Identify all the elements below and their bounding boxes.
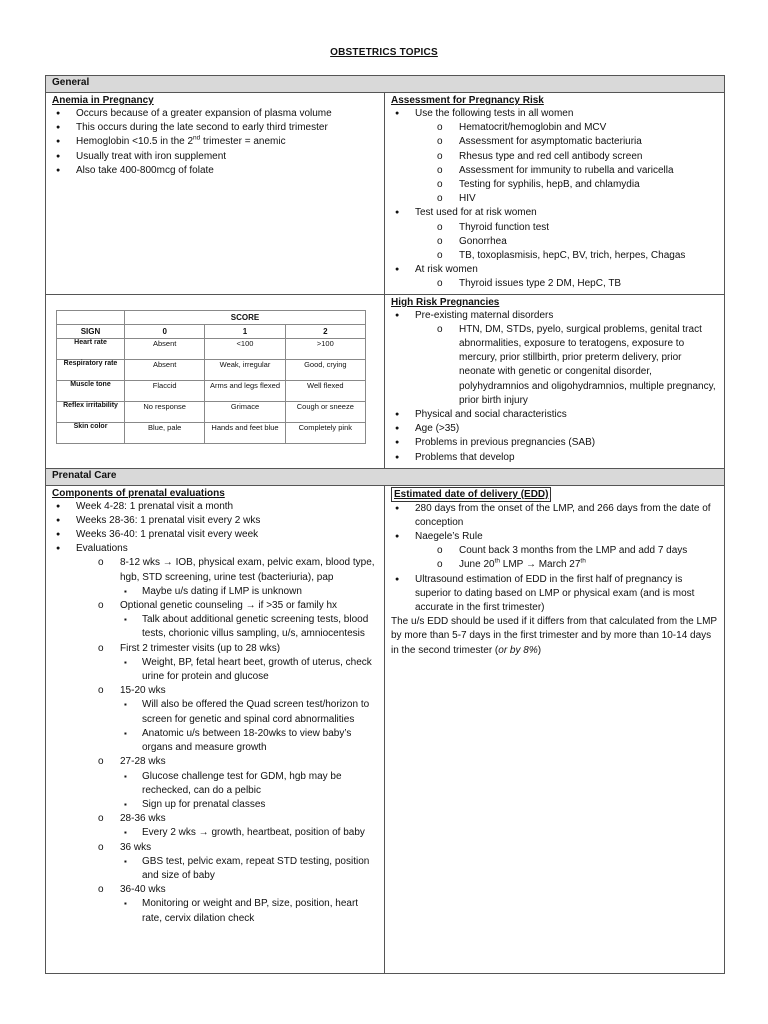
list-item <box>52 841 378 884</box>
visits-list <box>52 500 378 926</box>
eval-label: 28-36 wks <box>120 813 166 825</box>
list-item: ● Occurs because of a greater expansion of plasma volume <box>52 107 378 121</box>
apgar-value: Good, crying <box>285 359 365 380</box>
apgar-value: >100 <box>285 338 365 359</box>
eval-sublist <box>120 897 378 925</box>
list-item <box>52 556 378 599</box>
edd-cell <box>385 485 725 973</box>
list-item <box>52 883 378 926</box>
table-row <box>57 338 366 359</box>
list-item: ● 280 days from the onset of the LMP, and 266 days from the date of conception <box>391 502 718 530</box>
apgar-sign-header: SIGN <box>57 324 125 338</box>
apgar-score-header: SCORE <box>125 310 366 324</box>
apgar-cell <box>46 294 385 468</box>
eval-label: Optional genetic counseling → if >35 or family hx <box>120 600 338 612</box>
apgar-blank-header <box>57 310 125 324</box>
apgar-value: Cough or sneeze <box>285 401 365 422</box>
eval-label: 15-20 wks <box>120 685 166 697</box>
eval-sublist <box>120 698 378 755</box>
apgar-value: Absent <box>125 338 205 359</box>
table-row <box>57 380 366 401</box>
apgar-sign: Skin color <box>57 422 125 443</box>
list-item <box>52 642 378 685</box>
list-item <box>391 263 718 291</box>
apgar-value: <100 <box>205 338 285 359</box>
list-item: o Thyroid function test <box>391 221 718 235</box>
high-risk-list <box>391 309 718 465</box>
table-row <box>57 359 366 380</box>
eval-sublist <box>120 770 378 813</box>
evaluations-label: Evaluations <box>76 543 128 555</box>
eval-sublist <box>120 826 378 840</box>
eval-sublist <box>120 585 378 599</box>
eval-label: 8-12 wks → IOB, physical exam, pelvic exam, blood type, hgb, STD screening, urine test (bacteriuria), pap <box>120 557 375 583</box>
apgar-value: Flaccid <box>125 380 205 401</box>
list-item: ▪ Will also be offered the Quad screen test/horizon to screen for genetic and spinal cord abnormalities <box>28 698 378 726</box>
apgar-sign: Heart rate <box>57 338 125 359</box>
eval-label: 27-28 wks <box>120 756 166 768</box>
list-item: ▪ Sign up for prenatal classes <box>28 798 378 812</box>
preexisting-label: Pre-existing maternal disorders <box>415 309 554 321</box>
apgar-col-header: 1 <box>205 324 285 338</box>
list-item <box>52 684 378 755</box>
list-item: o Thyroid issues type 2 DM, HepC, TB <box>391 277 718 291</box>
all-women-label: Use the following tests in all women <box>415 108 574 119</box>
apgar-col-header: 2 <box>285 324 365 338</box>
apgar-sign: Muscle tone <box>57 380 125 401</box>
at-risk-tests <box>415 221 718 264</box>
apgar-sign: Respiratory rate <box>57 359 125 380</box>
list-item: o Hematocrit/hemoglobin and MCV <box>391 121 718 135</box>
evaluations-list <box>76 556 378 925</box>
eval-label: 36 wks <box>120 841 152 853</box>
at-risk-tests-label: Test used for at risk women <box>415 207 537 219</box>
apgar-value: No response <box>125 401 205 422</box>
list-item <box>391 107 718 206</box>
list-item <box>391 530 718 573</box>
eval-label: 36-40 wks <box>120 884 166 896</box>
section-header-general: General <box>46 76 725 93</box>
apgar-value: Grimace <box>205 401 285 422</box>
list-item: o HIV <box>391 192 718 206</box>
at-risk-label: At risk women <box>415 264 478 276</box>
eval-sublist <box>120 613 378 641</box>
topics-table <box>45 75 725 974</box>
apgar-value: Blue, pale <box>125 422 205 443</box>
high-risk-heading: High Risk Pregnancies <box>391 296 500 308</box>
list-item: o Gonorrhea <box>391 235 718 249</box>
apgar-value: Weak, irregular <box>205 359 285 380</box>
anemia-heading: Anemia in Pregnancy <box>52 95 154 106</box>
table-row <box>57 401 366 422</box>
apgar-value: Completely pink <box>285 422 365 443</box>
list-item: o Assessment for asymptomatic bacteriuria <box>391 135 718 149</box>
naegele-sup-a: th <box>494 558 501 566</box>
naegele-example-a: June 20 <box>459 559 495 571</box>
list-item: ▪ Maybe u/s dating if LMP is unknown <box>28 585 378 599</box>
naegele-label: Naegele’s Rule <box>415 531 483 543</box>
list-item <box>52 599 378 642</box>
list-item: ● Usually treat with iron supplement <box>52 150 378 164</box>
list-item: ● Also take 400-800mcg of folate <box>52 164 378 178</box>
list-item: ● Problems that develop <box>391 451 718 465</box>
naegele-sup-b: th <box>580 558 586 566</box>
apgar-value: Arms and legs flexed <box>205 380 285 401</box>
list-item: ● Weeks 28-36: 1 prenatal visit every 2 wks <box>52 514 378 528</box>
components-cell <box>46 485 385 973</box>
list-item: ● Problems in previous pregnancies (SAB) <box>391 436 718 450</box>
list-item <box>391 558 718 572</box>
edd-note-main: The u/s EDD should be used if it differs from that calculated from the LMP by more than 5-7 days in the first trimester and by more than 10-14 days in the second trimester ( <box>391 616 717 656</box>
edd-note-italic: or by 8% <box>498 644 538 656</box>
eval-sublist <box>120 656 378 684</box>
preexisting-sublist <box>415 323 718 408</box>
list-item: ● Weeks 36-40: 1 prenatal visit every week <box>52 528 378 542</box>
at-risk-items <box>415 277 718 291</box>
components-heading: Components of prenatal evaluations <box>52 487 225 499</box>
list-item: o HTN, DM, STDs, pyelo, surgical problems, genital tract abnormalities, exposure to teratogens, exposure to mercury, prior stillbirth, prior preterm delivery, prior neonate with genetic or congenital disorder, polyhydramnios and oligohydramnios, multiple pregnancy, prior birth injury <box>391 323 718 408</box>
table-row <box>57 422 366 443</box>
apgar-col-header: 0 <box>125 324 205 338</box>
list-item: o Rhesus type and red cell antibody screen <box>391 150 718 164</box>
edd-list <box>391 502 718 616</box>
apgar-value: Absent <box>125 359 205 380</box>
edd-heading: Estimated date of delivery (EDD) <box>391 487 551 502</box>
list-item: o TB, toxoplasmisis, hepC, BV, trich, herpes, Chagas <box>391 249 718 263</box>
list-item: ▪ Every 2 wks → growth, heartbeat, position of baby <box>28 826 378 840</box>
list-item <box>52 755 378 812</box>
all-women-tests <box>415 121 718 206</box>
list-item: o Assessment for immunity to rubella and varicella <box>391 164 718 178</box>
list-item: ▪ Monitoring or weight and BP, size, position, heart rate, cervix dilation check <box>28 897 378 925</box>
anemia-list <box>52 107 378 178</box>
list-item <box>391 309 718 408</box>
list-item <box>391 206 718 263</box>
apgar-wrap <box>52 296 378 444</box>
list-item <box>52 135 378 149</box>
list-item: o Count back 3 months from the LMP and add 7 days <box>391 544 718 558</box>
list-item: ▪ Weight, BP, fetal heart beet, growth of uterus, check urine for protein and glucose <box>28 656 378 684</box>
list-item: ● Week 4-28: 1 prenatal visit a month <box>52 500 378 514</box>
hgb-text-a: Hemoglobin <10.5 in the 2 <box>76 136 194 148</box>
assessment-heading: Assessment for Pregnancy Risk <box>391 95 544 106</box>
list-item: ▪ Anatomic u/s between 18-20wks to view baby’s organs and measure growth <box>28 727 378 755</box>
list-item: ● Ultrasound estimation of EDD in the first half of pregnancy is superior to dating based on LMP or physical exam (and is most accurate in the first trimester) <box>391 573 718 616</box>
list-item: ▪ GBS test, pelvic exam, repeat STD testing, position and size of baby <box>28 855 378 883</box>
list-item: o Testing for syphilis, hepB, and chlamydia <box>391 178 718 192</box>
edd-note <box>391 615 718 658</box>
list-item <box>52 812 378 840</box>
assessment-cell <box>385 93 725 295</box>
apgar-value: Hands and feet blue <box>205 422 285 443</box>
list-item: ● Age (>35) <box>391 422 718 436</box>
list-item: ▪ Glucose challenge test for GDM, hgb may be rechecked, can do a pelbic <box>28 770 378 798</box>
high-risk-cell <box>385 294 725 468</box>
list-item: ● Physical and social characteristics <box>391 408 718 422</box>
naegele-example-b: LMP → March 27 <box>500 559 581 571</box>
hgb-text-b: trimester = anemic <box>200 136 286 148</box>
eval-label: First 2 trimester visits (up to 28 wks) <box>120 642 281 654</box>
hgb-sup: nd <box>193 135 201 143</box>
list-item: ▪ Talk about additional genetic screening tests, blood tests, chorionic villus sampling, u/s, amniocentesis <box>28 613 378 641</box>
document-title: OBSTETRICS TOPICS <box>330 47 438 58</box>
naegele-sublist <box>415 544 718 572</box>
edd-note-end: ) <box>537 644 542 656</box>
section-header-prenatal: Prenatal Care <box>46 468 725 485</box>
eval-sublist <box>120 855 378 883</box>
apgar-table <box>56 310 366 444</box>
apgar-value: Well flexed <box>285 380 365 401</box>
list-item <box>52 542 378 925</box>
apgar-sign: Reflex irritability <box>57 401 125 422</box>
assessment-list <box>391 107 718 292</box>
list-item: ● This occurs during the late second to early third trimester <box>52 121 378 135</box>
anemia-cell <box>46 93 385 295</box>
